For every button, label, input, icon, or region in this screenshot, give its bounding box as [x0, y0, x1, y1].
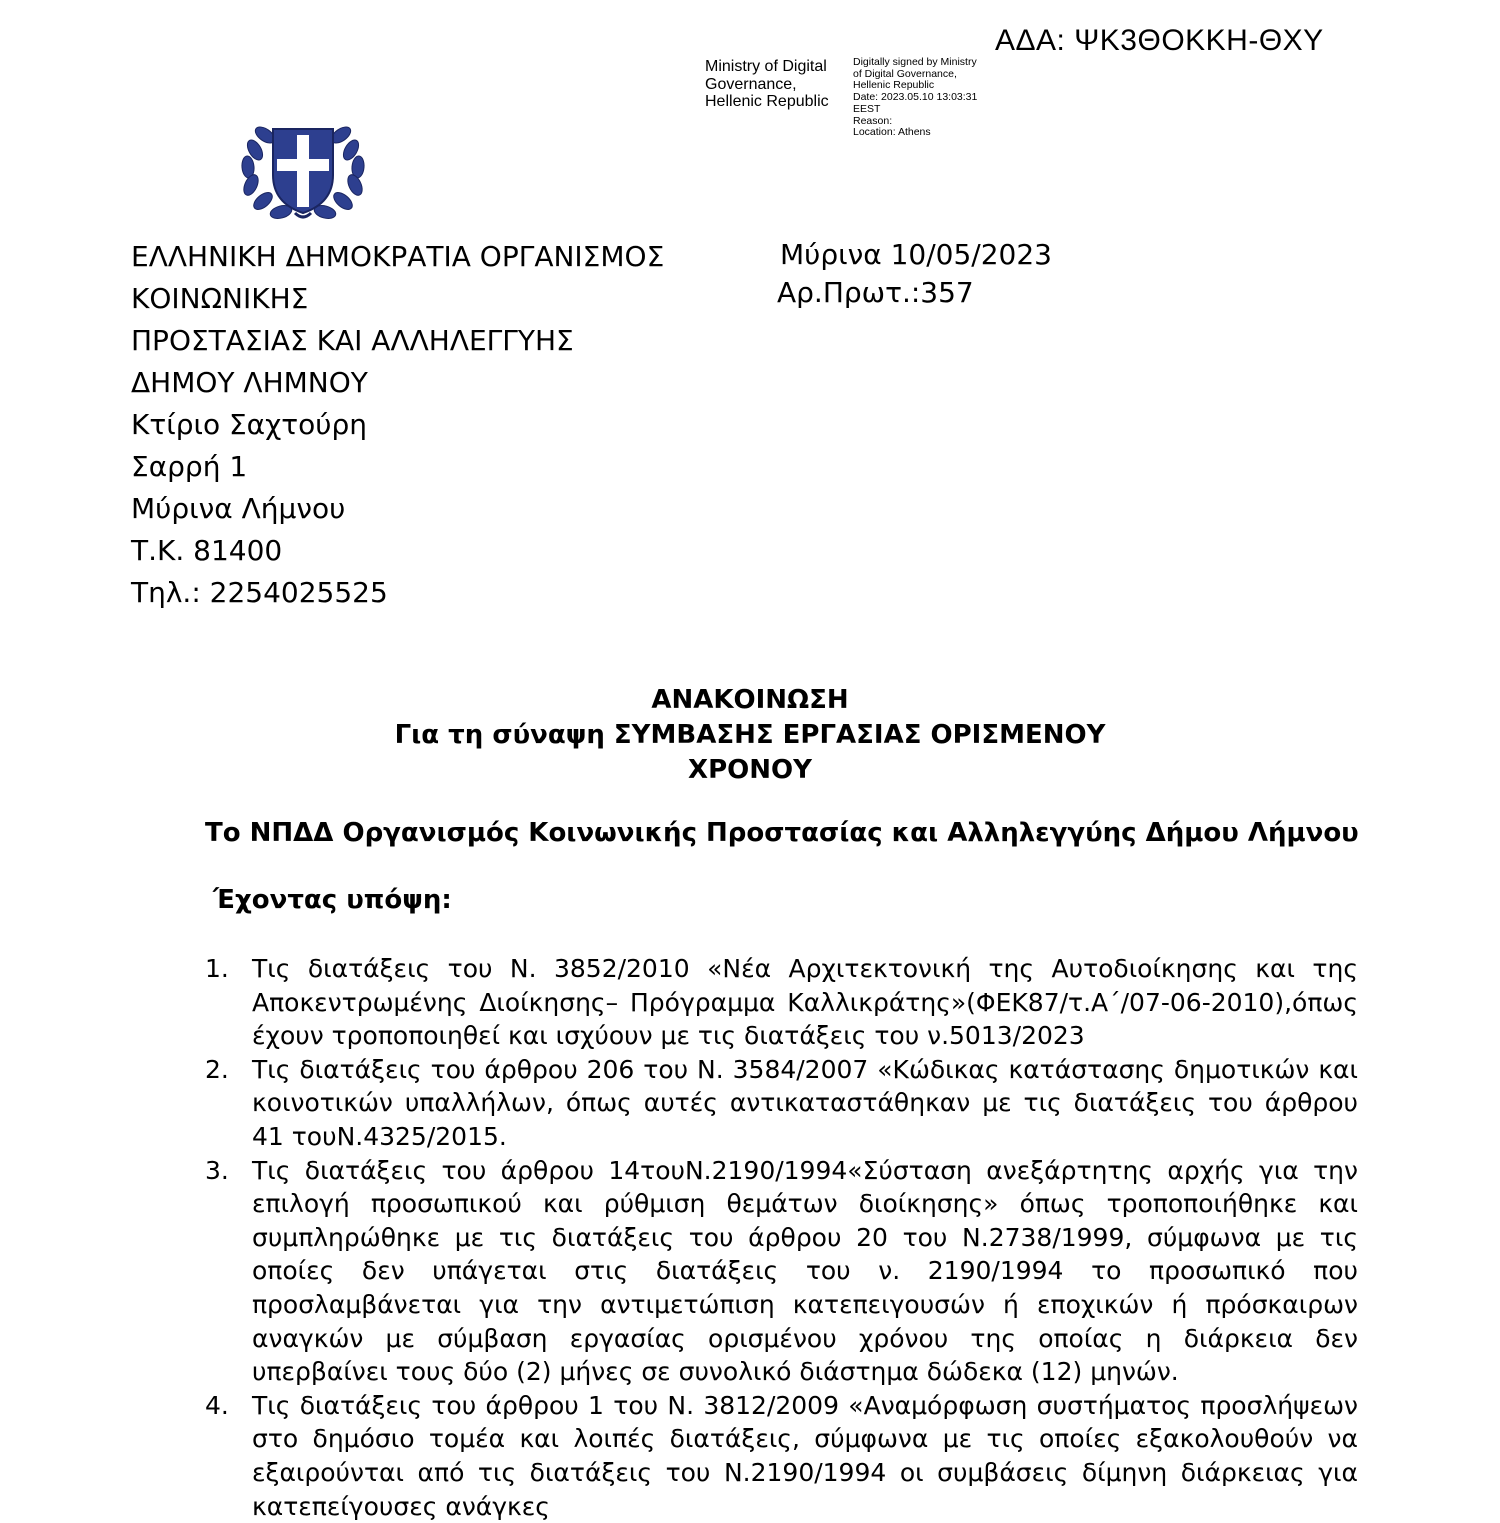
signature-name-line: Ministry of Digital	[705, 58, 827, 75]
signature-name-line: Hellenic Republic	[705, 93, 829, 110]
signature-details	[853, 57, 977, 139]
list-item-text: Τις διατάξεις του άρθρου 14τουΝ.2190/1994«Σύσταση ανεξάρτητης αρχής για την επιλογή προσωπικού και ρύθμιση θεμάτων διοίκησης» όπως τροποποιήθηκε και συμπληρώθηκε με τις διατάξεις του άρθρου 20 του Ν.2738/1999, σύμφωνα με τις οποίες δεν υπάγεται στις διατάξεις του ν. 2190/1994 το προσωπικό που προσλαμβάνεται για την αντιμετώπιση κατεπειγουσών ή εποχικών ή πρόσκαιρων αναγκών με σύμβαση εργασίας ορισμένου χρόνου της οποίας η διάρκεια δεν υπερβαίνει τους δύο (2) μήνες σε συνολικό διάστημα δώδεκα (12) μηνών.	[252, 1155, 1358, 1387]
sender-line: ΠΡΟΣΤΑΣΙΑΣ ΚΑΙ ΑΛΛΗΛΕΓΓΥΗΣ	[131, 324, 574, 357]
sender-line: ΕΛΛΗΝΙΚΗ ΔΗΜΟΚΡΑΤΙΑ ΟΡΓΑΝΙΣΜΟΣ	[131, 240, 665, 273]
signature-detail-line: Date: 2023.05.10 13:03:31	[853, 91, 978, 104]
date-protocol-block	[777, 236, 1052, 312]
sender-line: ΔΗΜΟΥ ΛΗΜΝΟΥ	[131, 366, 368, 399]
title-line: ΧΡΟΝΟΥ	[688, 755, 812, 785]
list-item-number: 3.	[205, 1155, 229, 1185]
signature-detail-line: EEST	[853, 102, 881, 115]
hellenic-republic-emblem-icon	[233, 105, 373, 225]
document-date: Μύρινα 10/05/2023	[780, 238, 1052, 271]
title-line: ΑΝΑΚΟΙΝΩΣΗ	[651, 685, 849, 715]
considering-heading: Έχοντας υπόψη:	[213, 885, 452, 915]
list-item-number: 1.	[205, 954, 229, 983]
sender-line: ΚΟΙΝΩΝΙΚΗΣ	[131, 282, 309, 315]
list-item	[205, 952, 1358, 1053]
protocol-number: Αρ.Πρωτ.:357	[777, 276, 974, 309]
list-item	[205, 1154, 1358, 1389]
list-item-number: 2.	[205, 1054, 229, 1084]
title-line: Για τη σύναψη ΣΥΜΒΑΣΗΣ ΕΡΓΑΣΙΑΣ ΟΡΙΣΜΕΝΟΥ	[394, 720, 1106, 750]
signature-detail-line: Location: Athens	[853, 126, 931, 139]
signature-detail-line: of Digital Governance,	[853, 67, 957, 80]
sender-line: Τηλ.: 2254025525	[131, 576, 388, 609]
ada-code: ΑΔΑ: ΨΚ3ΘΟΚΚΗ-ΘΧΥ	[995, 24, 1324, 57]
signature-detail-line: Reason:	[853, 114, 893, 127]
sender-line: Μύρινα Λήμνου	[131, 492, 346, 525]
list-item	[205, 1389, 1358, 1523]
list-item-text: Τις διατάξεις του Ν. 3852/2010 «Νέα Αρχιτεκτονική της Αυτοδιοίκησης και της Αποκεντρωμένης Διοίκησης– Πρόγραμμα Καλλικράτης»(ΦΕΚ87/τ.Α΄/07-06-2010),όπως έχουν τροποποιηθεί και ισχύουν με τις διατάξεις του ν.5013/2023	[252, 954, 1358, 1051]
list-item-text: Τις διατάξεις του άρθρου 1 του Ν. 3812/2009 «Αναμόρφωση συστήματος προσλήψεων στο δημόσιο τομέα και λοιπές διατάξεις, σύμφωνα με τις οποίες εξακολουθούν να εξαιρούνται από τις διατάξεις του Ν.2190/1994 οι συμβάσεις δίμηνη διάρκειας για κατεπείγουσες ανάγκες	[252, 1390, 1358, 1521]
signature-detail-line: Digitally signed by Ministry	[853, 56, 977, 68]
sender-line: Κτίριο Σαχτούρη	[131, 408, 368, 441]
sender-line: Τ.Κ. 81400	[131, 534, 283, 567]
signature-name-line: Governance,	[705, 75, 797, 93]
sender-line: Σαρρή 1	[131, 450, 248, 483]
signature-detail-line: Hellenic Republic	[853, 79, 935, 92]
considerations-list	[205, 952, 1358, 1523]
sender-address-block	[131, 236, 664, 614]
list-item-number: 4.	[205, 1390, 229, 1420]
signature-signer-name	[705, 58, 829, 111]
issuer-heading: Το ΝΠΔΔ Οργανισμός Κοινωνικής Προστασίας και Αλληλεγγύης Δήμου Λήμνου	[205, 818, 1359, 848]
list-item	[205, 1053, 1358, 1154]
document-title	[0, 683, 1500, 788]
list-item-text: Τις διατάξεις του άρθρου 206 του Ν. 3584/2007 «Κώδικας κατάστασης δημοτικών και κοινοτικών υπαλλήλων, όπως αυτές αντικαταστάθηκαν με τις διατάξεις του άρθρου 41 τουΝ.4325/2015.	[252, 1054, 1358, 1151]
